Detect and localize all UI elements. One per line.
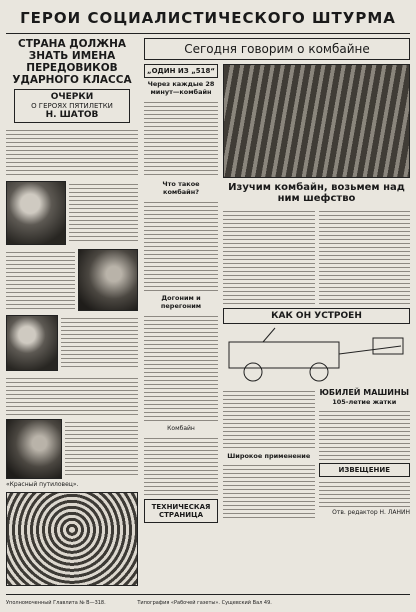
essay-text-block-2 — [69, 181, 138, 243]
combine-caption: Комбайн — [167, 425, 195, 432]
portrait-photo-3 — [6, 315, 58, 371]
one-of-518-heading: „ОДИН ИЗ „518“ — [144, 64, 218, 78]
what-is-combine-heading: Что такое комбайн? — [162, 180, 200, 196]
left-column — [6, 38, 138, 594]
notice-heading: ИЗВЕЩЕНИЕ — [319, 463, 411, 477]
combine-text-2 — [144, 199, 218, 291]
portrait-row-2 — [6, 249, 138, 311]
lower-left — [223, 388, 315, 518]
left-headline: СТРАНА ДОЛЖНА ЗНАТЬ ИМЕНА ПЕРЕДОВИКОВ УДАРНОГО КЛАССА — [12, 38, 132, 86]
essay-author: Н. ШАТОВ — [45, 110, 99, 120]
diagram-header-arm — [339, 346, 401, 354]
footer-rule — [6, 594, 410, 595]
study-combine-heading: Изучим комбайн, возьмем над ним шефство — [228, 182, 405, 204]
essay-text-block-1 — [6, 127, 138, 177]
catch-up-heading: Догоним и перегоним — [160, 294, 202, 310]
combine-text-4 — [144, 435, 218, 495]
jubilee-text — [319, 408, 411, 460]
diagram-wheel-back — [310, 363, 328, 381]
combine-text-3 — [144, 313, 218, 423]
portrait-photo-2 — [78, 249, 138, 311]
masthead-rule — [6, 33, 410, 34]
feature-columns — [223, 208, 410, 304]
diagram-wheel-front — [244, 363, 262, 381]
notice-text — [319, 479, 411, 507]
portrait-photo-1 — [6, 181, 66, 245]
combine-headline: Сегодня говорим о комбайне — [184, 42, 370, 56]
essay-subtitle: О ГЕРОЯХ ПЯТИЛЕТКИ — [31, 102, 113, 110]
right-area — [144, 38, 410, 594]
portrait-row-4 — [6, 419, 138, 479]
essay-text-block-6 — [65, 419, 138, 477]
essay-text-block-4 — [61, 315, 138, 369]
essay-text-block-3 — [6, 249, 75, 309]
essay-text-block-5 — [6, 375, 138, 415]
combine-diagram — [223, 324, 410, 384]
footer-middle: Типография «Рабочей газеты». Сущевский Вал 49. — [137, 600, 272, 606]
masthead-title: ГЕРОИ СОЦИАЛИСТИЧЕСКОГО ШТУРМА — [20, 9, 396, 27]
portrait-photo-4 — [6, 419, 62, 479]
lower-text-2 — [223, 462, 315, 518]
right-top-row — [144, 64, 410, 523]
wide-use-heading: Широкое применение — [227, 452, 311, 460]
combine-headline-box — [144, 38, 410, 60]
diagram-chute — [263, 328, 275, 342]
footer — [6, 596, 410, 610]
essay-box — [14, 89, 130, 123]
essay-label: ОЧЕРКИ — [50, 92, 94, 102]
wide-column — [223, 64, 410, 523]
jubilee-subheading: 105-летие жатки — [332, 398, 397, 406]
editor-line: Отв. редактор Н. ЛАНИН — [332, 509, 410, 516]
lower-columns — [223, 388, 410, 518]
jubilee-heading: ЮБИЛЕЙ МАШИНЫ — [319, 388, 409, 397]
lower-right — [319, 388, 411, 518]
portrait-row-1 — [6, 181, 138, 245]
every-28-minutes-heading: Через каждые 28 минут—комбайн — [147, 80, 215, 96]
lower-text-1 — [223, 388, 315, 450]
feature-text-1 — [223, 208, 315, 304]
brigade-group-photo — [6, 492, 138, 586]
photo-caption-1: «Красный путиловец». — [6, 481, 79, 488]
tech-page-label: ТЕХНИЧЕСКАЯ СТРАНИЦА — [144, 499, 218, 523]
combine-photo — [223, 64, 410, 178]
feature-text-2 — [319, 208, 411, 304]
how-built-heading: КАК ОН УСТРОЕН — [223, 308, 410, 324]
portrait-row-3 — [6, 315, 138, 371]
combine-column — [144, 64, 218, 523]
combine-text-1 — [144, 99, 218, 177]
footer-left: Уполномоченный Главлита № В—318. — [6, 600, 106, 606]
